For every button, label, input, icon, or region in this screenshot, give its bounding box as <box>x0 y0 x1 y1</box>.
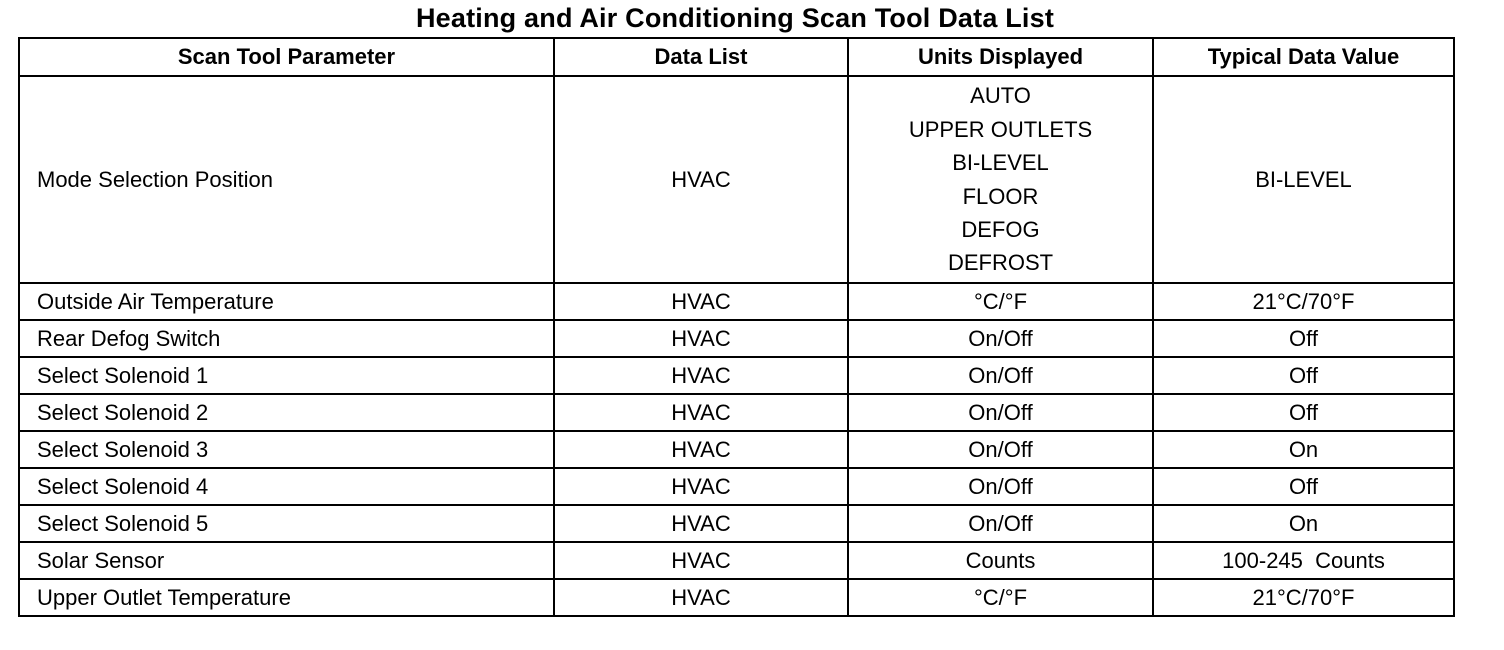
units-cell: On/Off <box>848 320 1153 357</box>
data-list-cell: HVAC <box>554 357 848 394</box>
typical-value-cell: Off <box>1153 394 1454 431</box>
units-cell: Counts <box>848 542 1153 579</box>
data-list-cell: HVAC <box>554 320 848 357</box>
parameter-cell: Solar Sensor <box>19 542 554 579</box>
units-cell: On/Off <box>848 431 1153 468</box>
data-list-cell: HVAC <box>554 394 848 431</box>
table-row <box>19 320 1454 357</box>
typical-value-cell: On <box>1153 505 1454 542</box>
units-cell: °C/°F <box>848 579 1153 616</box>
parameter-cell: Upper Outlet Temperature <box>19 579 554 616</box>
units-cell: On/Off <box>848 394 1153 431</box>
column-header-data-list: Data List <box>554 38 848 76</box>
table-row <box>19 431 1454 468</box>
table-row <box>19 283 1454 320</box>
parameter-cell: Select Solenoid 3 <box>19 431 554 468</box>
units-cell: On/Off <box>848 505 1153 542</box>
data-list-cell: HVAC <box>554 542 848 579</box>
parameter-cell: Rear Defog Switch <box>19 320 554 357</box>
typical-value-cell: Off <box>1153 357 1454 394</box>
column-header-units: Units Displayed <box>848 38 1153 76</box>
column-header-typical-value: Typical Data Value <box>1153 38 1454 76</box>
parameter-cell: Outside Air Temperature <box>19 283 554 320</box>
data-list-cell: HVAC <box>554 76 848 283</box>
typical-value-cell: BI-LEVEL <box>1153 76 1454 283</box>
table-row <box>19 394 1454 431</box>
unit-option: AUTO <box>970 83 1031 109</box>
units-cell: °C/°F <box>848 283 1153 320</box>
typical-value-cell: 21°C/70°F <box>1153 579 1454 616</box>
table-row <box>19 542 1454 579</box>
parameter-cell: Mode Selection Position <box>19 76 554 283</box>
data-list-cell: HVAC <box>554 283 848 320</box>
data-list-cell: HVAC <box>554 431 848 468</box>
parameter-cell: Select Solenoid 2 <box>19 394 554 431</box>
parameter-cell: Select Solenoid 5 <box>19 505 554 542</box>
scan-tool-data-table <box>18 37 1455 617</box>
typical-value-cell: 21°C/70°F <box>1153 283 1454 320</box>
unit-option: UPPER OUTLETS <box>908 116 1093 142</box>
unit-option: FLOOR <box>962 183 1039 209</box>
column-header-parameter: Scan Tool Parameter <box>19 38 554 76</box>
parameter-cell: Select Solenoid 1 <box>19 357 554 394</box>
table-row <box>19 505 1454 542</box>
table-row <box>19 468 1454 505</box>
typical-value-cell: Off <box>1153 468 1454 505</box>
table-row <box>19 579 1454 616</box>
data-list-cell: HVAC <box>554 579 848 616</box>
table-row <box>19 76 1454 283</box>
unit-option: DEFOG <box>961 216 1040 242</box>
units-cell: On/Off <box>848 357 1153 394</box>
table-row <box>19 357 1454 394</box>
units-cell: On/Off <box>848 468 1153 505</box>
parameter-cell: Select Solenoid 4 <box>19 468 554 505</box>
page-title: Heating and Air Conditioning Scan Tool Data List <box>415 3 1055 33</box>
unit-option: DEFROST <box>947 250 1054 276</box>
header-row <box>19 38 1454 76</box>
units-cell <box>848 76 1153 283</box>
unit-option: BI-LEVEL <box>952 150 1049 176</box>
typical-value-cell: Off <box>1153 320 1454 357</box>
data-list-cell: HVAC <box>554 468 848 505</box>
typical-value-cell: 100-245 Counts <box>1153 542 1454 579</box>
typical-value-cell: On <box>1153 431 1454 468</box>
data-list-cell: HVAC <box>554 505 848 542</box>
